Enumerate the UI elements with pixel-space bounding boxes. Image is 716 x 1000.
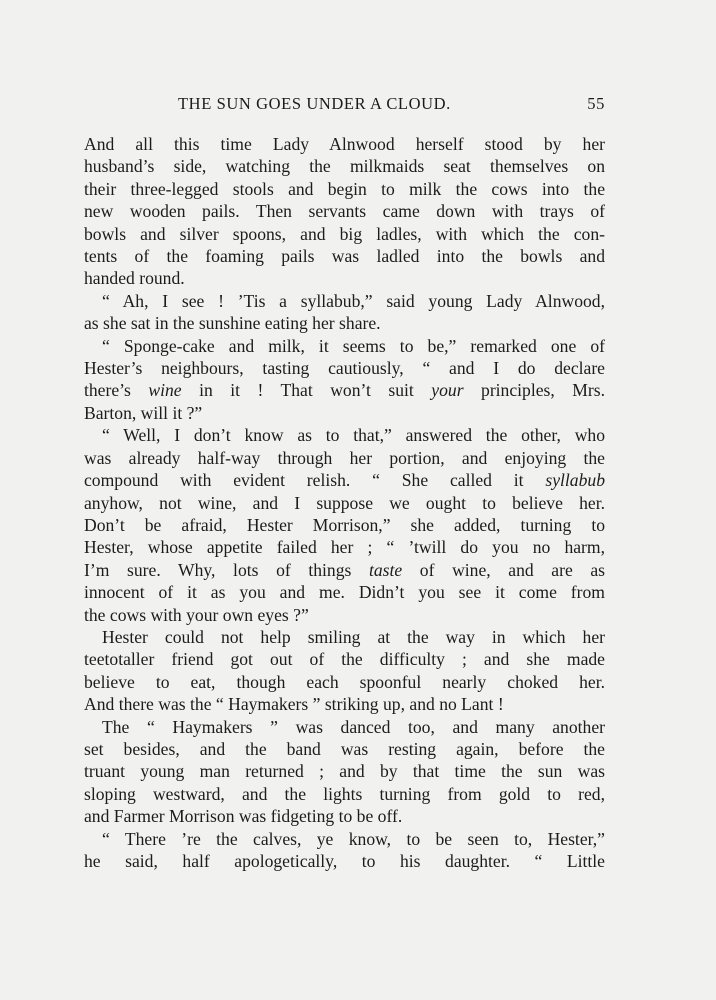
text-line: The “ Haymakers ” was danced too, and many another (102, 716, 605, 737)
text-line: he said, half apologetically, to his daughter. “ Little (84, 851, 605, 871)
text-line: new wooden pails. Then servants came down with trays of (84, 201, 605, 222)
paragraph (84, 424, 605, 626)
text-line: sloping westward, and the lights turning from gold to red, (84, 783, 605, 804)
text-line: believe to eat, though each spoonful nearly choked her. (84, 671, 605, 692)
italic-word: your (431, 380, 464, 401)
page-header (84, 94, 605, 118)
text-line: teetotaller friend got out of the difficulty ; and she made (84, 649, 605, 670)
text-line: Barton, will it ?” (84, 402, 203, 423)
paragraph (84, 133, 605, 290)
italic-word: syllabub (545, 470, 605, 491)
text-line: I’m sure. Why, lots of things taste of wine, and are as (84, 559, 606, 580)
text-line: the cows with your own eyes ?” (84, 604, 309, 625)
text-line: handed round. (84, 268, 185, 289)
text-line: “ Well, I don’t know as to that,” answered the other, who (102, 425, 605, 446)
text-line: And all this time Lady Alnwood herself stood by her (84, 134, 605, 154)
page-number: 55 (587, 94, 605, 113)
text-line: anyhow, not wine, and I suppose we ought to believe her. (84, 492, 605, 513)
text-line: tents of the foaming pails was ladled into the bowls and (84, 246, 605, 267)
text-line: there’s wine in it ! That won’t suit your principles, Mrs. (84, 380, 606, 401)
paragraph (84, 828, 605, 873)
running-title: THE SUN GOES UNDER A CLOUD. (178, 94, 451, 113)
text-line: “ Sponge-cake and milk, it seems to be,” remarked one of (102, 335, 605, 356)
text-line: and Farmer Morrison was fidgeting to be off. (84, 806, 403, 827)
text-line: husband’s side, watching the milkmaids seat themselves on (84, 156, 605, 177)
text-line: Hester, whose appetite failed her ; “ ’twill do you no harm, (84, 537, 605, 558)
paragraph (84, 290, 605, 335)
text-line: Hester could not help smiling at the way in which her (102, 626, 605, 647)
text-line: And there was the “ Haymakers ” striking up, and no Lant ! (84, 694, 504, 715)
paragraph (84, 626, 605, 716)
printer-mark (340, 988, 380, 996)
italic-word: taste (368, 559, 403, 580)
text-line: set besides, and the band was resting again, before the (84, 738, 605, 759)
text-line: bowls and silver spoons, and big ladles, with which the con- (84, 223, 605, 244)
paragraph (84, 716, 605, 828)
text-line: Hester’s neighbours, tasting cautiously, “ and I do declare (84, 358, 605, 379)
body-text (84, 133, 605, 872)
italic-word: wine (148, 380, 182, 401)
text-line: was already half-way through her portion, and enjoying the (84, 447, 605, 468)
text-line: truant young man returned ; and by that time the sun was (84, 761, 605, 782)
text-line: their three-legged stools and begin to milk the cows into the (84, 178, 605, 199)
text-line: “ Ah, I see ! ’Tis a syllabub,” said young Lady Alnwood, (102, 290, 605, 311)
text-line: innocent of it as you and me. Didn’t you see it come from (84, 582, 605, 603)
paragraph (84, 335, 605, 425)
text-line: as she sat in the sunshine eating her share. (84, 313, 381, 334)
text-line: Don’t be afraid, Hester Morrison,” she added, turning to (84, 514, 605, 535)
text-line: compound with evident relish. “ She called it syllabub (84, 470, 605, 491)
text-line: “ There ’re the calves, ye know, to be seen to, Hester,” (102, 828, 605, 849)
